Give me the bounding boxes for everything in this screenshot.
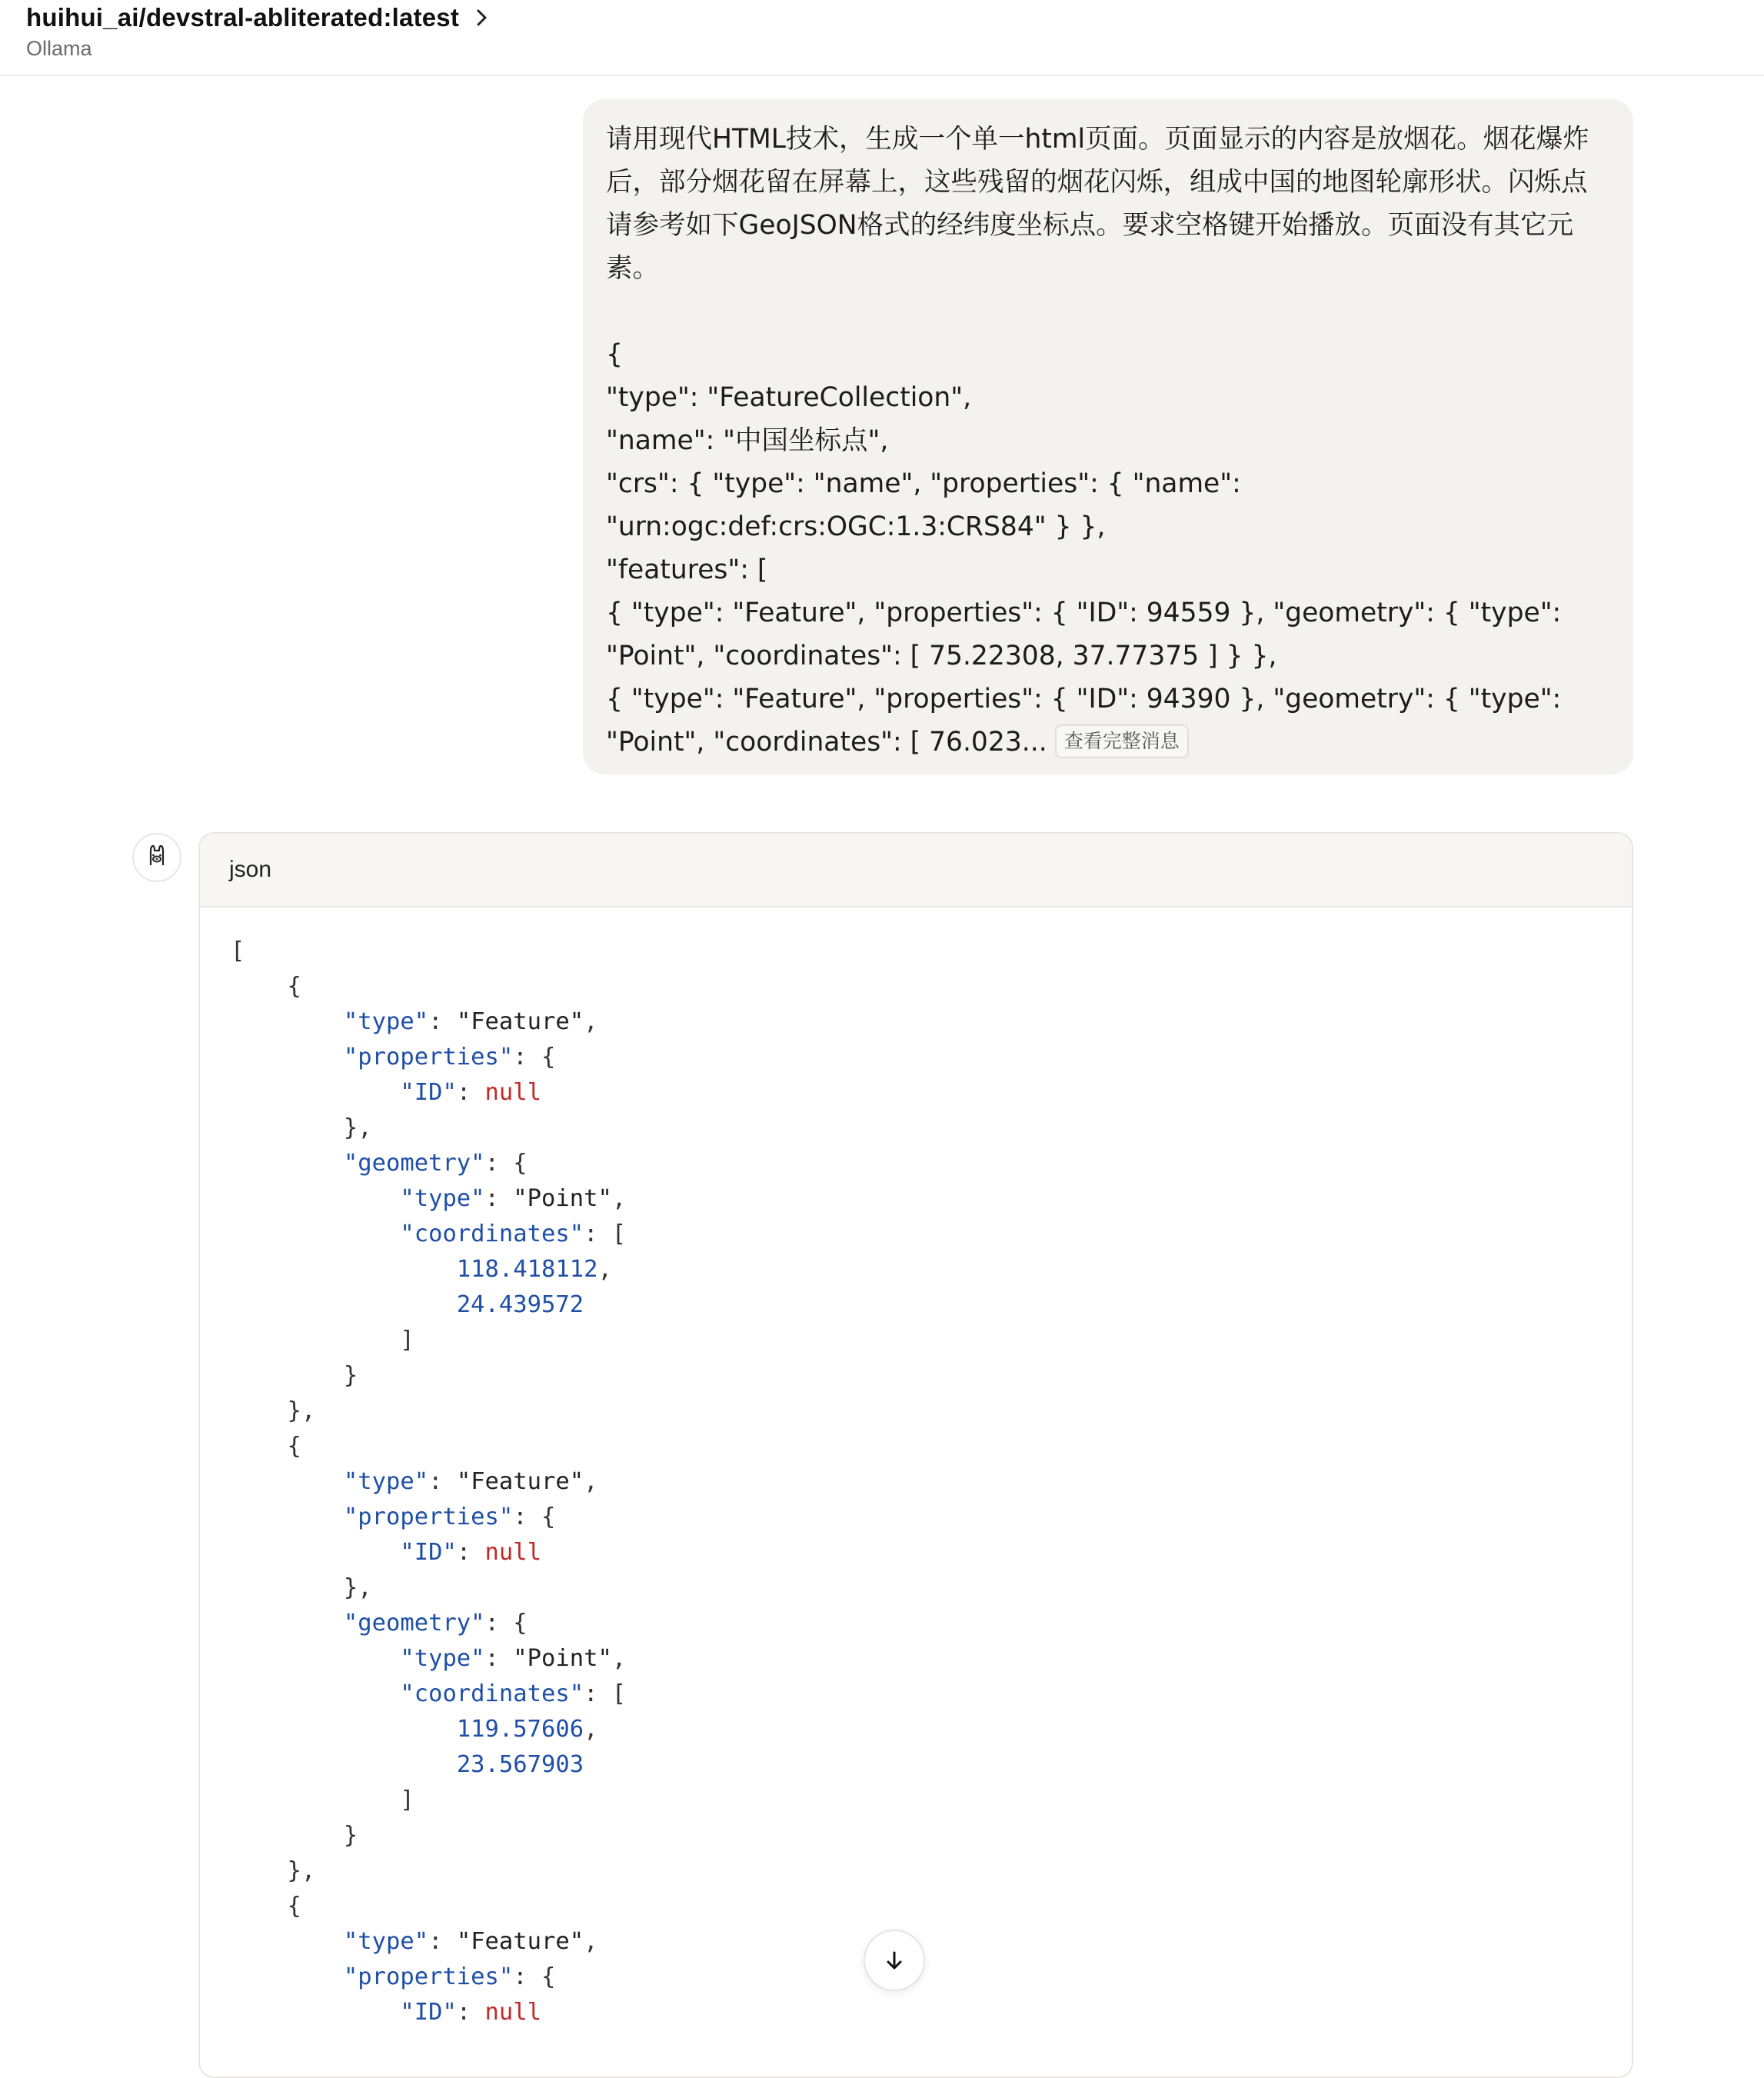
code-token-null: null bbox=[484, 1999, 541, 2026]
llama-icon bbox=[141, 842, 172, 873]
provider-label: Ollama bbox=[26, 37, 92, 60]
code-line bbox=[231, 1535, 1632, 1570]
user-message-paragraph: 请用现代HTML技术，生成一个单一html页面。页面显示的内容是放烟花。烟花爆炸后，部分烟花留在屏幕上，这些残留的烟花闪烁，组成中国的地图轮廓形状。闪烁点请参考如下GeoJSON格式的经纬度坐标点。要求空格键开始播放。页面没有其它元素。 bbox=[606, 124, 1589, 284]
code-token-punc: , bbox=[597, 1256, 612, 1283]
code-token-punc bbox=[231, 1539, 400, 1566]
assistant-avatar bbox=[132, 833, 181, 882]
code-token-punc: : bbox=[484, 1185, 514, 1212]
code-token-punc: , bbox=[584, 1008, 598, 1035]
code-token-punc: } bbox=[231, 1362, 358, 1389]
code-line bbox=[231, 1464, 1632, 1500]
code-line bbox=[231, 1995, 1632, 2030]
code-token-punc bbox=[231, 1220, 400, 1247]
user-message-line: "urn:ogc:def:crs:OGC:1.3:CRS84" } }, bbox=[606, 511, 1106, 542]
user-message-line: "crs": { "type": "name", "properties": { "name": bbox=[606, 468, 1241, 499]
code-token-punc: { bbox=[231, 1433, 301, 1460]
code-token-punc: : bbox=[456, 1999, 485, 2026]
code-block-header bbox=[200, 834, 1632, 907]
code-token-num: 119.57606 bbox=[456, 1716, 584, 1743]
code-token-punc: }, bbox=[231, 1574, 372, 1601]
code-token-num: 118.418112 bbox=[456, 1256, 598, 1283]
code-token-str: "Point" bbox=[513, 1185, 612, 1212]
code-token-punc: , bbox=[611, 1185, 627, 1212]
code-token-null: null bbox=[484, 1539, 541, 1566]
code-line bbox=[231, 1747, 1632, 1783]
code-token-punc: : bbox=[428, 1008, 457, 1035]
code-line bbox=[231, 1075, 1632, 1111]
code-token-punc: : { bbox=[484, 1150, 528, 1177]
user-message-json-lines bbox=[606, 333, 1610, 721]
code-token-punc: }, bbox=[231, 1114, 372, 1141]
code-token-key: "type" bbox=[343, 1468, 429, 1495]
show-full-message-button[interactable]: 查看完整消息 bbox=[1055, 724, 1189, 758]
code-line bbox=[231, 1429, 1632, 1464]
code-token-null: null bbox=[484, 1079, 541, 1106]
code-token-punc bbox=[231, 1680, 400, 1707]
code-token-punc bbox=[231, 1716, 457, 1743]
code-token-punc: , bbox=[611, 1645, 627, 1672]
code-token-punc bbox=[231, 1928, 344, 1955]
code-token-key: "properties" bbox=[343, 1504, 514, 1530]
code-line bbox=[231, 1181, 1632, 1217]
user-message-line: "name": "中国坐标点", bbox=[606, 425, 889, 456]
code-token-punc bbox=[231, 1751, 457, 1778]
code-line bbox=[231, 1606, 1632, 1641]
chevron-right-icon[interactable] bbox=[470, 6, 493, 29]
code-token-key: "properties" bbox=[343, 1044, 514, 1071]
code-token-key: "type" bbox=[343, 1928, 429, 1955]
code-token-punc: : [ bbox=[584, 1220, 627, 1247]
code-token-key: "coordinates" bbox=[400, 1220, 584, 1247]
code-token-punc: { bbox=[231, 973, 301, 1000]
code-line bbox=[231, 1889, 1632, 1924]
chat-header bbox=[0, 0, 1764, 76]
code-token-str: "Point" bbox=[513, 1645, 612, 1672]
code-token-punc: : { bbox=[513, 1963, 556, 1990]
code-token-punc: , bbox=[584, 1716, 598, 1743]
code-line bbox=[231, 1818, 1632, 1853]
code-line bbox=[231, 1570, 1632, 1606]
code-line bbox=[231, 1323, 1632, 1358]
code-token-punc: }, bbox=[231, 1397, 316, 1424]
code-line bbox=[231, 1924, 1632, 1960]
user-message-line: { "type": "Feature", "properties": { "ID": 94390 }, "geometry": { "type": bbox=[606, 684, 1562, 714]
code-token-punc: }, bbox=[231, 1857, 316, 1884]
code-token-key: "geometry" bbox=[343, 1150, 485, 1177]
code-line bbox=[231, 1287, 1632, 1323]
code-token-key: "ID" bbox=[400, 1539, 457, 1566]
code-token-punc: : bbox=[456, 1079, 485, 1106]
code-token-key: "properties" bbox=[343, 1963, 514, 1990]
user-message-last-line bbox=[606, 721, 1610, 764]
code-line bbox=[231, 1677, 1632, 1712]
code-line bbox=[231, 1853, 1632, 1889]
code-token-str: "Feature" bbox=[456, 1008, 584, 1035]
code-token-punc: { bbox=[231, 1893, 301, 1920]
code-token-key: "coordinates" bbox=[400, 1680, 584, 1707]
code-line bbox=[231, 934, 1632, 969]
code-line bbox=[231, 1217, 1632, 1252]
code-line bbox=[231, 969, 1632, 1004]
arrow-down-icon bbox=[882, 1948, 907, 1973]
code-line bbox=[231, 1004, 1632, 1040]
code-line bbox=[231, 1641, 1632, 1677]
model-name[interactable]: huihui_ai/devstral-abliterated:latest bbox=[26, 3, 460, 32]
user-message-line: "features": [ bbox=[606, 554, 768, 585]
code-token-str: "Feature" bbox=[456, 1928, 584, 1955]
code-token-punc: , bbox=[584, 1928, 598, 1955]
code-token-punc: ] bbox=[231, 1327, 414, 1354]
code-token-punc bbox=[231, 1185, 400, 1212]
code-token-punc bbox=[231, 1504, 344, 1530]
code-token-punc bbox=[231, 1999, 400, 2026]
code-token-punc: ] bbox=[231, 1787, 414, 1813]
code-token-punc: : bbox=[428, 1468, 457, 1495]
code-line bbox=[231, 1040, 1632, 1075]
code-token-punc: : [ bbox=[584, 1680, 627, 1707]
code-token-punc bbox=[231, 1610, 344, 1637]
code-token-punc: , bbox=[584, 1468, 598, 1495]
code-token-punc: [ bbox=[231, 937, 245, 964]
user-message-line: { "type": "Feature", "properties": { "ID": 94559 }, "geometry": { "type": bbox=[606, 598, 1562, 628]
code-token-punc bbox=[231, 1008, 344, 1035]
code-token-num: 24.439572 bbox=[456, 1291, 584, 1318]
code-line bbox=[231, 1252, 1632, 1287]
code-line bbox=[231, 1111, 1632, 1146]
code-token-punc: : bbox=[484, 1645, 514, 1672]
code-token-punc bbox=[231, 1468, 344, 1495]
code-line bbox=[231, 1500, 1632, 1535]
code-line bbox=[231, 1712, 1632, 1747]
code-line bbox=[231, 1783, 1632, 1818]
code-token-punc: : { bbox=[513, 1044, 556, 1071]
code-token-punc bbox=[231, 1963, 344, 1990]
code-token-key: "ID" bbox=[400, 1079, 457, 1106]
user-message-line: { bbox=[606, 339, 623, 370]
code-token-punc: } bbox=[231, 1822, 358, 1849]
code-token-key: "type" bbox=[343, 1008, 429, 1035]
user-message-line: "type": "FeatureCollection", bbox=[606, 382, 972, 413]
code-token-punc bbox=[231, 1044, 344, 1071]
user-message-bubble bbox=[583, 99, 1633, 774]
code-line bbox=[231, 1358, 1632, 1394]
user-message-line: "Point", "coordinates": [ 75.22308, 37.77375 ] } }, bbox=[606, 641, 1277, 671]
code-token-punc bbox=[231, 1645, 400, 1672]
code-token-punc bbox=[231, 1291, 457, 1318]
code-line bbox=[231, 1146, 1632, 1181]
code-token-punc: : { bbox=[484, 1610, 528, 1637]
code-block bbox=[198, 832, 1633, 2078]
code-token-punc bbox=[231, 1150, 344, 1177]
code-token-num: 23.567903 bbox=[456, 1751, 584, 1778]
code-language-label: json bbox=[229, 857, 272, 882]
code-token-key: "type" bbox=[400, 1185, 485, 1212]
code-token-key: "ID" bbox=[400, 1999, 457, 2026]
code-token-key: "geometry" bbox=[343, 1610, 485, 1637]
truncated-line: "Point", "coordinates": [ 76.023... bbox=[606, 727, 1047, 758]
model-selector[interactable] bbox=[26, 3, 493, 32]
blank-line bbox=[606, 290, 1610, 333]
code-content[interactable] bbox=[200, 907, 1632, 2030]
code-token-key: "type" bbox=[400, 1645, 485, 1672]
code-token-punc: : bbox=[428, 1928, 457, 1955]
code-token-str: "Feature" bbox=[456, 1468, 584, 1495]
code-token-punc: : bbox=[456, 1539, 485, 1566]
code-token-punc bbox=[231, 1079, 400, 1106]
code-line bbox=[231, 1960, 1632, 1995]
scroll-to-bottom-button[interactable] bbox=[864, 1930, 925, 1991]
code-token-punc bbox=[231, 1256, 457, 1283]
code-token-punc: : { bbox=[513, 1504, 556, 1530]
code-line bbox=[231, 1394, 1632, 1429]
